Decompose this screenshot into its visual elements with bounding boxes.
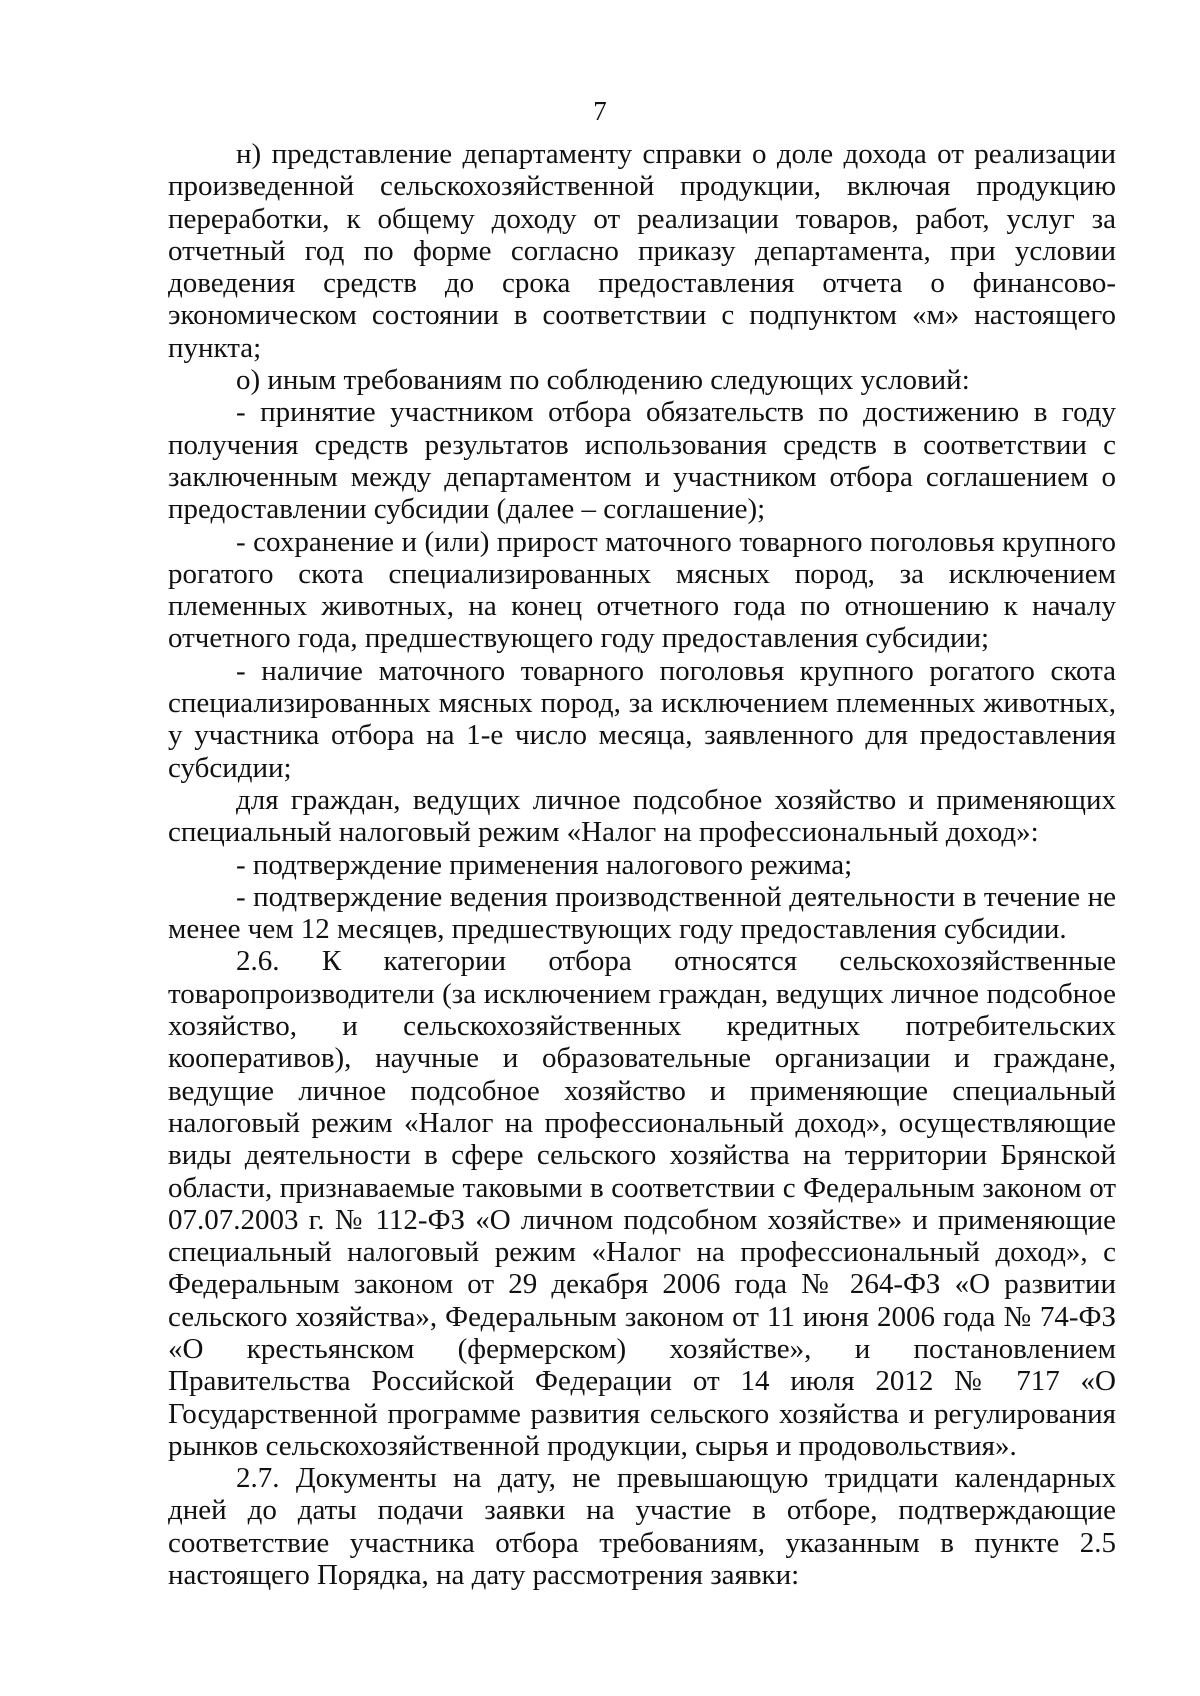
page-number: 7 bbox=[593, 96, 607, 126]
paragraph-o-other-requirements: о) иным требованиям по соблюдению следующих условий: bbox=[236, 364, 970, 397]
paragraph-livestock-presence: - наличие маточного товарного поголовья крупного рогатого скота специализированных мясных пород, за исключением племенных животных, у участника отбора на 1-е число месяца, заявленного для предоставления субсидии; bbox=[168, 654, 1116, 784]
paragraph-citizens-conditions: для граждан, ведущих личное подсобное хозяйство и применяющих специальный налоговый режим «Налог на профессиональный доход»: bbox=[168, 783, 1116, 849]
paragraph-2-6-selection-category: 2.6. К категории отбора относятся сельскохозяйственные товаропроизводители (за исключением граждан, ведущих личное подсобное хозяйство, и сельскохозяйственных кредитных потребительских кооперативов), научные и образовательные организации и граждане, ведущие личное подсобное хозяйство и применяющие специальный налоговый режим «Налог на профессиональный доход», осуществляющие виды деятельности в сфере сельского хозяйства на территории Брянской области, признаваемые таковыми в соответствии с Федеральным законом от 07.07.2003 г. № 112-ФЗ «О личном подсобном хозяйстве» и применяющие специальный налоговый режим «Налог на профессиональный доход», с Федеральным законом от 29 декабря 2006 года № 264-ФЗ «О развитии сельского хозяйства», Федеральным законом от 11 июня 2006 года № 74-ФЗ «О крестьянском (фермерском) хозяйстве», и постановлением Правительства Российской Федерации от 14 июля 2012 № 717 «О Государственной программе развития сельского хозяйства и регулирования рынков сельскохозяйственной продукции, сырья и продовольствия». bbox=[168, 945, 1116, 1462]
paragraph-tax-regime-confirmation: - подтверждение применения налогового режима; bbox=[236, 848, 853, 881]
paragraph-livestock-preservation: - сохранение и (или) прирост маточного товарного поголовья крупного рогатого скота специализированных мясных пород, за исключением племенных животных, на конец отчетного года по отношению к началу отчетного года, предшествующего году предоставления субсидии; bbox=[168, 525, 1116, 655]
paragraph-obligations-acceptance: - принятие участником отбора обязательств по достижению в году получения средств результатов использования средств в соответствии с заключенным между департаментом и участником отбора соглашением о предоставлении субсидии (далее – соглашение); bbox=[168, 396, 1116, 526]
document-body bbox=[168, 138, 1116, 1591]
paragraph-production-activity-confirmation: - подтверждение ведения производственной деятельности в течение не менее чем 12 месяцев, предшествующих году предоставления субсидии. bbox=[168, 880, 1116, 946]
paragraph-2-7-documents: 2.7. Документы на дату, не превышающую тридцати календарных дней до даты подачи заявки на участие в отборе, подтверждающие соответствие участника отбора требованиям, указанным в пункте 2.5 настоящего Порядка, на дату рассмотрения заявки: bbox=[168, 1462, 1116, 1592]
paragraph-n-income-certificate: н) представление департаменту справки о доле дохода от реализации произведенной сельскохозяйственной продукции, включая продукцию переработки, к общему доходу от реализации товаров, работ, услуг за отчетный год по форме согласно приказу департамента, при условии доведения средств до срока предоставления отчета о финансово-экономическом состоянии в соответствии с подпунктом «м» настоящего пункта; bbox=[168, 138, 1116, 364]
